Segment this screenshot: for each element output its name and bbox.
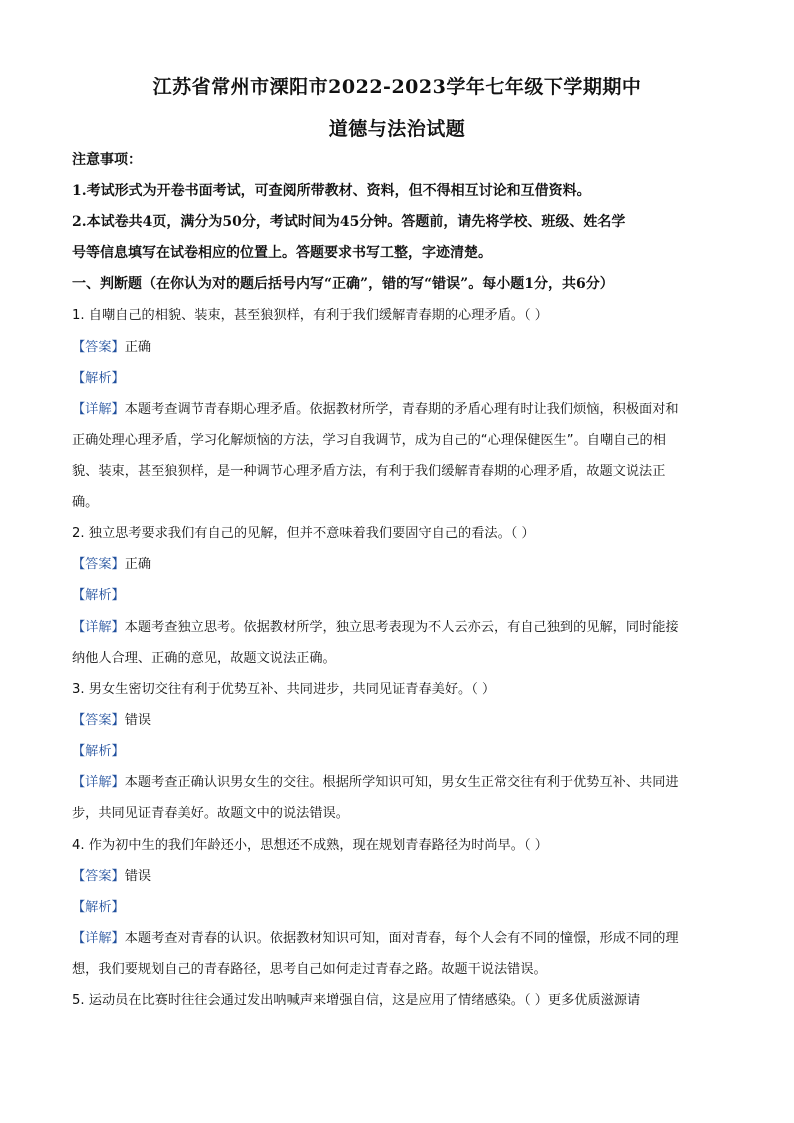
question-4-detail-line (72, 929, 732, 949)
question-2-analysis (72, 586, 732, 606)
question-5-stem: 5. 运动员在比赛时往往会通过发出呐喊声来增强自信，这是应用了情绪感染。（ ）更多优质滋源请 (72, 993, 641, 1008)
section-heading-judgement: 一、判断题（在你认为对的题后括号内写“正确”，错的写“错误”。每小题1分，共6分） (72, 276, 614, 292)
question-1-detail-line (72, 400, 732, 420)
answer-tag: 【答案】 (72, 340, 125, 355)
answer-value: 错误 (124, 713, 152, 728)
detail-tag: 【详解】 (72, 620, 125, 635)
question-1-analysis (72, 369, 732, 389)
answer-tag: 【答案】 (72, 869, 125, 884)
answer-tag: 【答案】 (72, 557, 125, 572)
question-3-detail-line (72, 773, 732, 793)
question-3-analysis (72, 742, 732, 762)
notice-heading: 注意事项： (72, 152, 142, 168)
detail-tag: 【详解】 (72, 931, 125, 946)
question-2-detail-line (72, 618, 732, 638)
question-4-analysis (72, 898, 732, 918)
question-4-detail-line: 想，我们要规划自己的青春路径，思考自己如何走过青春之路。故题干说法错误。 (72, 962, 547, 977)
analysis-tag: 【解析】 (72, 744, 125, 759)
question-4-answer (72, 867, 732, 887)
question-1-answer (72, 338, 732, 358)
notice-item-2-cont: 号等信息填写在试卷相应的位置上。答题要求书写工整，字迹清楚。 (72, 245, 492, 261)
detail-tag: 【详解】 (72, 775, 125, 790)
answer-value: 正确 (124, 557, 152, 572)
analysis-tag: 【解析】 (72, 588, 125, 603)
question-3-detail-line: 步，共同见证青春美好。故题文中的说法错误。 (72, 806, 349, 821)
question-3-answer (72, 711, 732, 731)
analysis-tag: 【解析】 (72, 900, 125, 915)
answer-value: 错误 (124, 869, 152, 884)
question-2-stem: 2. 独立思考要求我们有自己的见解，但并不意味着我们要固守自己的看法。（ ） (72, 526, 535, 541)
notice-item-2: 2.本试卷共4页，满分为50分，考试时间为45分钟。答题前，请先将学校、班级、姓名学 (72, 214, 626, 230)
exam-subtitle: 道德与法治试题 (328, 118, 466, 140)
question-1-stem: 1. 自嘲自己的相貌、装束，甚至狼狈样，有利于我们缓解青春期的心理矛盾。（ ） (72, 308, 548, 323)
answer-tag: 【答案】 (72, 713, 125, 728)
question-3-stem: 3. 男女生密切交往有利于优势互补、共同进步，共同见证青春美好。（ ） (72, 682, 496, 697)
notice-item-1: 1.考试形式为开卷书面考试，可查阅所带教材、资料，但不得相互讨论和互借资料。 (72, 183, 591, 199)
question-1-detail-line: 貌、装束，甚至狼狈样，是一种调节心理矛盾方法，有利于我们缓解青春期的心理矛盾，故题文说法正 (72, 464, 666, 479)
detail-tag: 【详解】 (72, 402, 125, 417)
question-2-detail-line: 纳他人合理、正确的意见，故题文说法正确。 (72, 651, 336, 666)
detail-text: 本题考查对青春的认识。依据教材知识可知，面对青春，每个人会有不同的憧憬，形成不同的理 (124, 931, 679, 946)
detail-text: 本题考查正确认识男女生的交往。根据所学知识可知，男女生正常交往有利于优势互补、共同进 (124, 775, 679, 790)
exam-title: 江苏省常州市溧阳市2022-2023学年七年级下学期期中 (152, 76, 642, 98)
answer-value: 正确 (124, 340, 152, 355)
question-4-stem: 4. 作为初中生的我们年龄还小，思想还不成熟，现在规划青春路径为时尚早。（ ） (72, 838, 548, 853)
detail-text: 本题考查独立思考。依据教材所学，独立思考表现为不人云亦云，有自己独到的见解，同时能接 (124, 620, 679, 635)
question-1-detail-line: 确。 (72, 495, 99, 510)
analysis-tag: 【解析】 (72, 371, 125, 386)
question-1-detail-line: 正确处理心理矛盾，学习化解烦恼的方法，学习自我调节，成为自己的“心理保健医生”。自嘲自己的相 (72, 433, 666, 448)
detail-text: 本题考查调节青春期心理矛盾。依据教材所学，青春期的矛盾心理有时让我们烦恼，积极面对和 (124, 402, 679, 417)
question-2-answer (72, 555, 732, 575)
